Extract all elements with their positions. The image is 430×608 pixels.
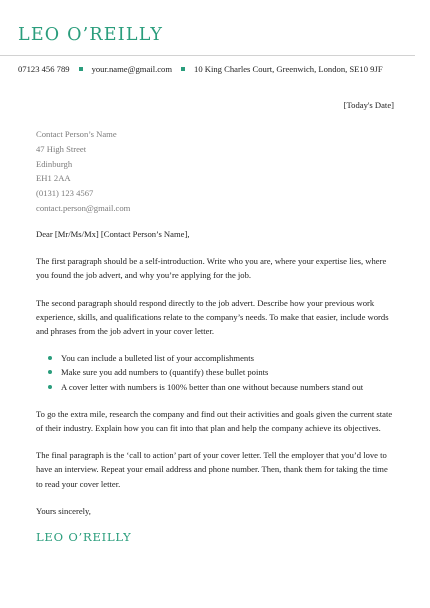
square-bullet-icon <box>79 67 83 71</box>
signature-name: LEO O’REILLY <box>36 530 132 545</box>
list-item <box>36 365 396 379</box>
header-name: LEO O’REILLY <box>18 25 164 45</box>
header-divider <box>0 55 415 56</box>
recipient-phone: (0131) 123 4567 <box>36 188 94 199</box>
list-item <box>36 380 396 394</box>
recipient-postcode: EH1 2AA <box>36 173 71 184</box>
postal-address: 10 King Charles Court, Greenwich, London, SE10 9JF <box>194 64 383 74</box>
paragraph-experience: The second paragraph should respond directly to the job advert. Describe how your previous work experience, skills, and qualifications relate to the company’s needs. To make that easier, include words and phrases from the job advert in your cover letter. <box>36 297 389 337</box>
closing: Yours sincerely, <box>36 505 91 516</box>
greeting: Dear [Mr/Ms/Mx] [Contact Person’s Name], <box>36 229 190 239</box>
phone-number: 07123 456 789 <box>18 64 70 74</box>
paragraph-intro: The first paragraph should be a self-introduction. Write who you are, where your expertise lies, where you found the job advert, and why you’re applying for the job. <box>36 256 387 281</box>
bullet-dot-icon <box>48 356 52 360</box>
recipient-name: Contact Person’s Name <box>36 129 117 139</box>
list-item-text: Make sure you add numbers to (quantify) these bullet points <box>61 367 269 378</box>
list-item <box>36 351 396 365</box>
paragraph-call-to-action: The final paragraph is the ‘call to action’ part of your cover letter. Tell the employer that you’d love to have an interview. Repeat your email address and phone number. Then, thank them for taking the time to read your cover letter. <box>36 450 388 489</box>
paragraph-research: To go the extra mile, research the company and find out their activities and goals given the current state of their industry. Explain how you can fit into that plan and help the company achieve its objectives. <box>36 408 393 434</box>
recipient-city: Edinburgh <box>36 158 73 169</box>
recipient-block <box>36 127 130 216</box>
letter-date: [Today's Date] <box>343 100 394 110</box>
list-item-text: You can include a bulleted list of your accomplishments <box>61 353 254 364</box>
bullet-dot-icon <box>48 385 52 389</box>
accomplishment-list <box>36 351 396 394</box>
square-bullet-icon <box>181 67 185 71</box>
list-item-text: A cover letter with numbers is 100% better than one without because numbers stand out <box>61 381 364 392</box>
contact-bar <box>18 64 383 74</box>
email-address: your.name@gmail.com <box>91 64 173 74</box>
letter-body <box>36 227 396 544</box>
bullet-dot-icon <box>48 370 52 374</box>
recipient-street: 47 High Street <box>36 143 87 154</box>
recipient-email: contact.person@gmail.com <box>36 202 131 213</box>
